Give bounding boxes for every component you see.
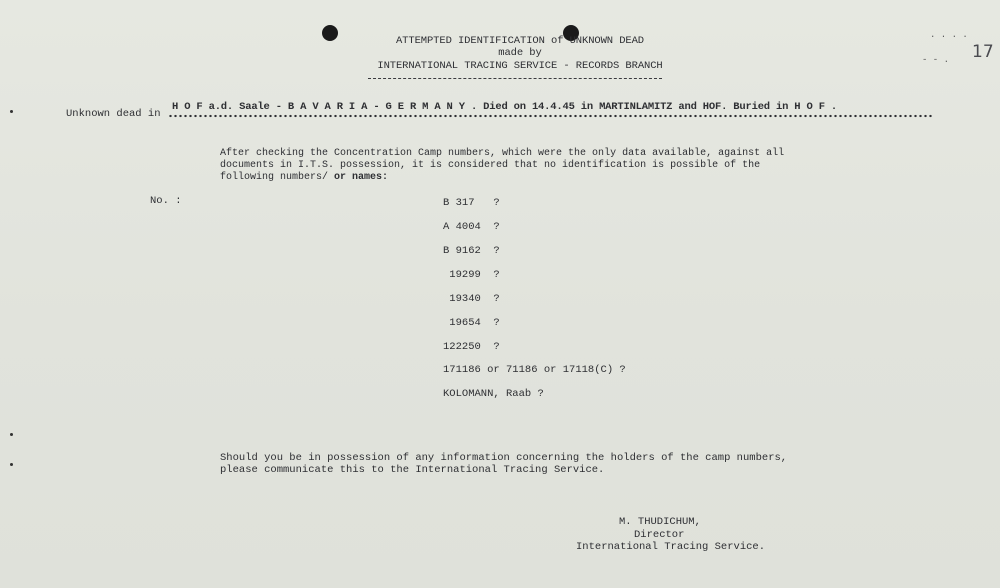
list-item: A 4004 ?: [443, 221, 500, 233]
corner-dots: . . . .: [930, 30, 968, 40]
list-item: B 317 ?: [443, 197, 500, 209]
closing-line-1: Should you be in possession of any information concerning the holders of the camp numbers,: [220, 452, 788, 464]
intro-line-3: [220, 172, 388, 183]
list-item: 171186 or 71186 or 17118(C) ?: [443, 364, 626, 376]
no-label: No. :: [150, 195, 182, 207]
dotted-underline: [168, 114, 932, 118]
unknown-dead-label: Unknown dead in: [66, 108, 161, 120]
closing-line-2: please communicate this to the International Tracing Service.: [220, 464, 605, 476]
header-made-by: made by: [498, 47, 542, 59]
intro-line-3-prefix: following numbers/: [220, 172, 329, 183]
list-item: 19340 ?: [443, 293, 500, 305]
page-number: 17: [972, 42, 994, 62]
signature-name: M. THUDICHUM,: [619, 516, 701, 528]
list-item: 19299 ?: [443, 269, 500, 281]
corner-dashes: - - .: [922, 55, 950, 65]
list-item: B 9162 ?: [443, 245, 500, 257]
intro-line-1: After checking the Concentration Camp numbers, which were the only data available, against all: [220, 148, 785, 159]
list-item: 19654 ?: [443, 317, 500, 329]
header-underline: [368, 78, 662, 79]
header-organization: INTERNATIONAL TRACING SERVICE - RECORDS BRANCH: [377, 60, 663, 72]
intro-line-2: documents in I.T.S. possession, it is considered that no identification is possible of the: [220, 160, 761, 171]
list-item: 122250 ?: [443, 341, 500, 353]
margin-mark: [10, 463, 13, 466]
signature-organization: International Tracing Service.: [576, 541, 766, 553]
location-line: H O F a.d. Saale - B A V A R I A - G E R M A N Y . Died on 14.4.45 in MARTINLAMITZ and HOF. Buried in H O F .: [172, 101, 838, 113]
list-item: KOLOMANN, Raab ?: [443, 388, 544, 400]
intro-line-3-suffix: or names:: [328, 172, 389, 183]
signature-title: Director: [634, 529, 685, 541]
header-title: ATTEMPTED IDENTIFICATION of UNKNOWN DEAD: [395, 35, 645, 47]
margin-mark: [10, 110, 13, 113]
margin-mark: [10, 433, 13, 436]
